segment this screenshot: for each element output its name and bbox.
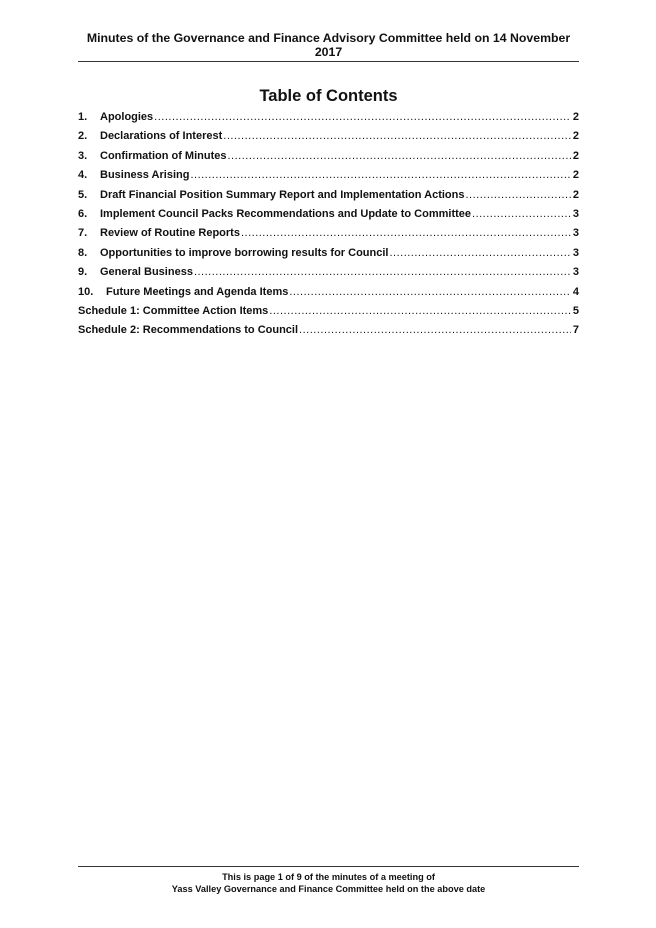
toc-entry-page: 3	[572, 246, 579, 259]
toc-entry-page: 3	[572, 227, 579, 240]
toc-entry-number: 8.	[78, 246, 88, 259]
toc-entry-label: Opportunities to improve borrowing results for Council	[100, 246, 389, 259]
toc-entry-page: 7	[572, 324, 579, 337]
toc-entry-label: Draft Financial Position Summary Report and Implementation Actions	[100, 188, 465, 201]
toc-entry-number: 10.	[78, 285, 94, 298]
footer-line-1: This is page 1 of 9 of the minutes of a meeting of	[222, 872, 435, 882]
toc-dot-leader	[465, 188, 570, 202]
page-footer	[78, 871, 579, 895]
toc-dot-leader	[389, 246, 570, 260]
toc-dot-leader	[228, 149, 571, 163]
toc-entry-routine-reports[interactable]	[78, 226, 579, 245]
toc-entry-page: 2	[572, 169, 579, 182]
footer-divider	[78, 866, 579, 867]
toc-entry-schedule-2[interactable]	[78, 323, 579, 342]
toc-entry-page: 5	[572, 304, 579, 317]
toc-entry-council-packs-recommendations[interactable]	[78, 207, 579, 226]
toc-entry-label: Apologies	[100, 111, 154, 123]
toc-dot-leader	[223, 129, 571, 143]
toc-entry-label: Declarations of Interest	[100, 130, 223, 143]
toc-dot-leader	[241, 226, 571, 240]
toc-entry-number: 4.	[78, 169, 88, 182]
toc-entry-schedule-1[interactable]	[78, 304, 579, 323]
toc-title: Table of Contents	[259, 87, 398, 105]
toc-entry-label: Future Meetings and Agenda Items	[106, 285, 289, 298]
toc-entry-label: Implement Council Packs Recommendations and Update to Committee	[100, 207, 472, 220]
toc-entry-label: Confirmation of Minutes	[100, 149, 227, 162]
toc-entry-page: 2	[572, 149, 579, 162]
toc-dot-leader	[154, 110, 571, 124]
toc-entry-page: 2	[572, 130, 579, 143]
toc-entry-number: 3.	[78, 149, 88, 162]
toc-entry-label: Business Arising	[100, 169, 190, 182]
toc-entry-apologies[interactable]	[78, 110, 579, 129]
toc-entry-number: 5.	[78, 188, 88, 201]
toc-entry-page: 3	[572, 266, 579, 279]
toc-entry-draft-financial-position[interactable]	[78, 188, 579, 207]
toc-entry-number: 2.	[78, 130, 88, 143]
page-header	[78, 31, 579, 59]
toc-entry-label: General Business	[100, 266, 193, 279]
toc-dot-leader	[269, 304, 571, 318]
toc-entry-borrowing-results[interactable]	[78, 246, 579, 265]
toc-dot-leader	[289, 285, 571, 299]
toc-dot-leader	[299, 323, 571, 337]
toc-entry-page: 4	[572, 285, 579, 298]
toc-entry-general-business[interactable]	[78, 265, 579, 284]
toc-entry-label: Schedule 1: Committee Action Items	[78, 304, 269, 317]
toc-entry-page: 3	[572, 207, 579, 220]
toc-entry-page: 2	[572, 111, 579, 123]
toc-dot-leader	[194, 265, 571, 279]
header-title-line-2: 2017	[314, 45, 343, 59]
footer-line-2: Yass Valley Governance and Finance Committee held on the above date	[171, 884, 486, 894]
toc-entry-future-meetings[interactable]	[78, 285, 579, 304]
header-divider	[78, 61, 579, 62]
header-title-line-1: Minutes of the Governance and Finance Advisory Committee held on 14 November	[86, 31, 571, 45]
toc-entry-number: 7.	[78, 227, 88, 240]
toc-entry-number: 1.	[78, 111, 88, 123]
toc-entry-confirmation-of-minutes[interactable]	[78, 149, 579, 168]
toc-entry-business-arising[interactable]	[78, 168, 579, 187]
toc-entry-page: 2	[572, 188, 579, 201]
table-of-contents	[78, 110, 579, 343]
toc-dot-leader	[190, 168, 570, 182]
toc-entry-label: Schedule 2: Recommendations to Council	[78, 324, 299, 337]
toc-entry-declarations-of-interest[interactable]	[78, 129, 579, 148]
toc-entry-number: 9.	[78, 266, 88, 279]
toc-entry-label: Review of Routine Reports	[100, 227, 240, 240]
toc-entry-number: 6.	[78, 207, 88, 220]
toc-dot-leader	[472, 207, 571, 221]
